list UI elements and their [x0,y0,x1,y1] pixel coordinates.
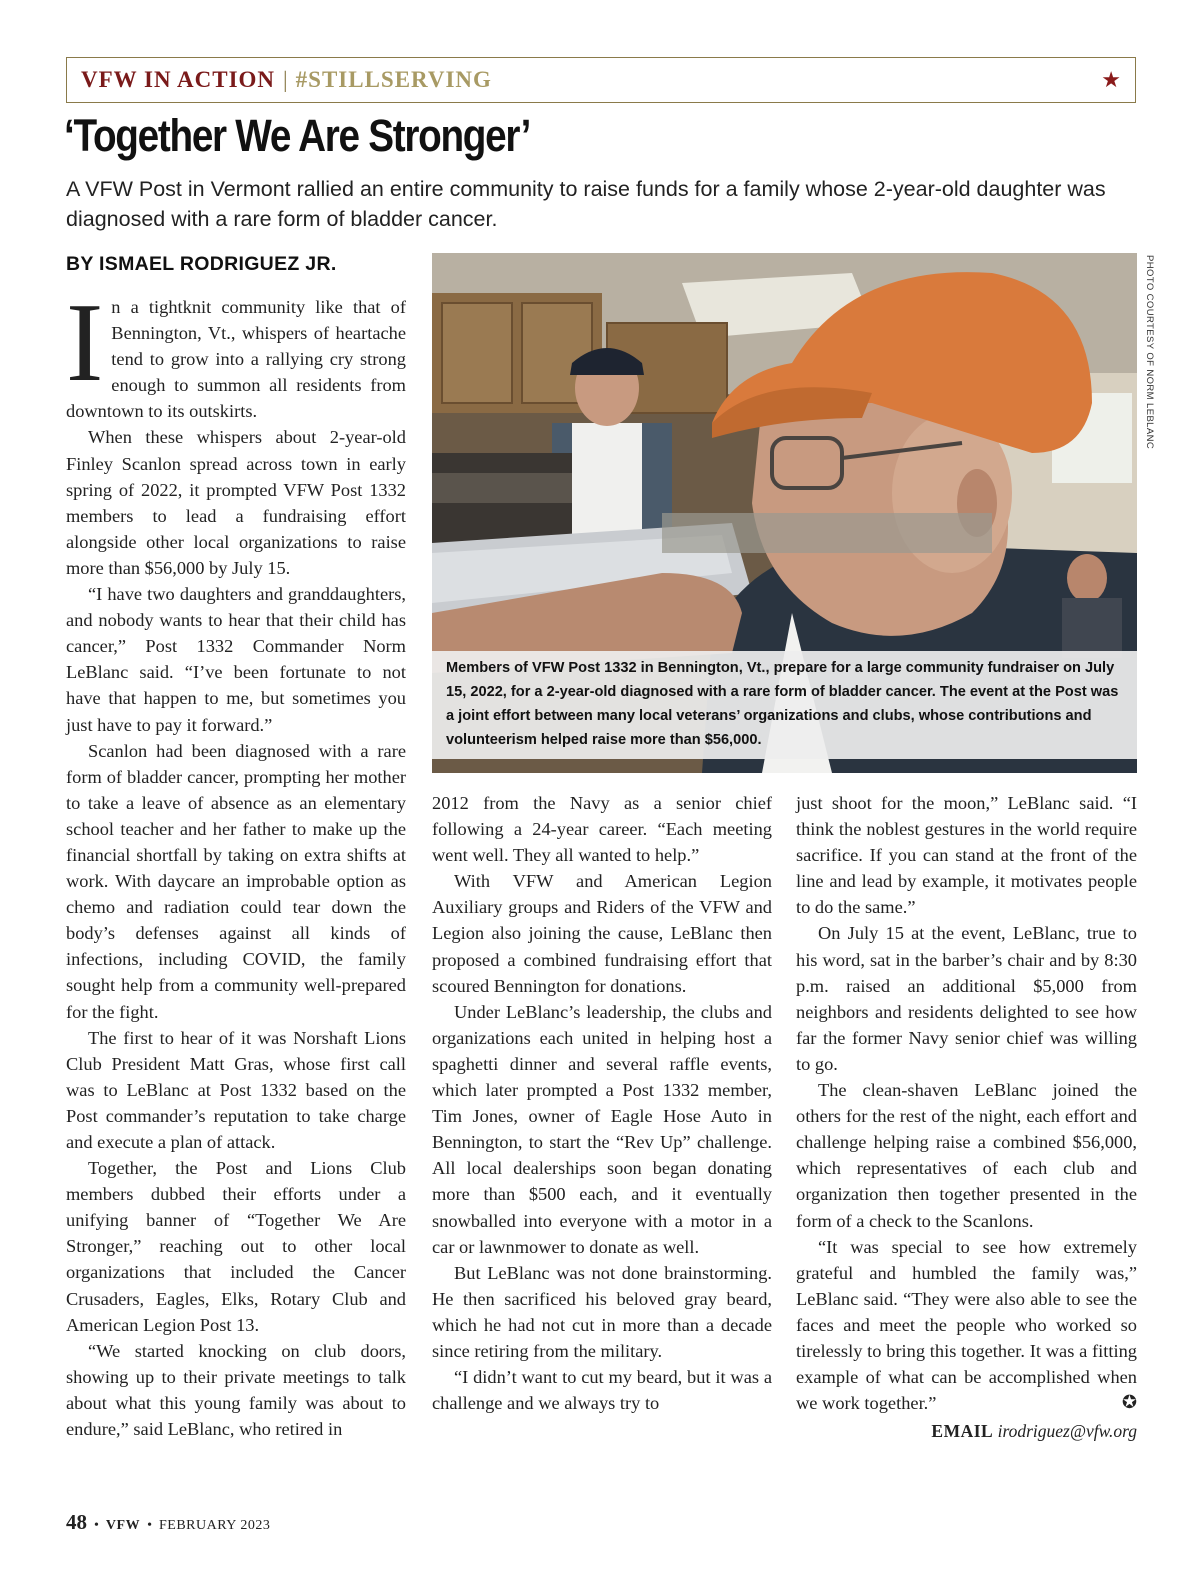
article-paragraph [796,1234,1137,1417]
paragraph-text: n a tightknit community like that of Bennington, Vt., whispers of heartache tend to grow into a rallying cry strong enough to summon all residents from downtown to its outskirts. [66,297,406,422]
article-paragraph: The first to hear of it was Norshaft Lions Club President Matt Gras, whose first call was to LeBlanc at Post 1332 based on the Post commander’s reputation to take charge and execute a plan of attack. [66,1027,406,1152]
section-header-bar [66,57,1136,103]
email-label: EMAIL [931,1421,994,1442]
photo-caption: Members of VFW Post 1332 in Bennington, Vt., prepare for a large community fundraiser on July 15, 2022, for a 2-year-old diagnosed with a rare form of bladder cancer. The event at the Post was a joint effort between many local veterans’ organizations and clubs, whose contributions and volunteerism helped raise more than $56,000. [446,660,1119,748]
photo-credit: PHOTO COURTESY OF NORM LEBLANC [1144,255,1155,450]
article-column-1 [66,281,406,1442]
article-column-2 [432,790,772,1416]
article-column-3 [796,790,1137,1444]
article-byline: BY ISMAEL RODRIGUEZ JR. [66,253,337,275]
article-paragraph: “We started knocking on club doors, showing up to their private meetings to talk about what this young family was about to endure,” said LeBlanc, who retired in [66,1340,406,1440]
article-paragraph [66,281,406,424]
author-email-line [796,1418,1137,1444]
article-paragraph: “I have two daughters and granddaughters, and nobody wants to hear that their child has cancer,” Post 1332 Commander Norm LeBlanc said. “I’ve been fortunate to not have that happen to me, but sometimes you just have to pay it forward.” [66,584,406,735]
issue-date: FEBRUARY 2023 [158,1518,271,1533]
end-mark-icon: ✪ [1121,1392,1137,1414]
footer-bullet: • [94,1518,99,1533]
section-hashtag: #STILLSERVING [295,67,492,92]
article-paragraph: Under LeBlanc’s leadership, the clubs and organizations each united in helping host a spaghetti dinner and several raffle events, which later prompted a Post 1332 member, Tim Jones, owner of Eagle Hose Auto in Bennington, to start the “Rev Up” challenge. All local dealerships soon began donating more than $500 each, and it eventually snowballed into everyone with a motor in a car or lawnmower to donate as well. [432,1001,772,1257]
star-icon: ★ [1101,67,1121,92]
page-number: 48 [66,1510,87,1534]
article-paragraph: 2012 from the Navy as a senior chief following a 24-year career. “Each meeting went well. They all wanted to help.” [432,793,772,866]
publication-name: VFW [105,1518,141,1533]
section-name: VFW IN ACTION [81,67,276,92]
article-paragraph: Scanlon had been diagnosed with a rare form of bladder cancer, prompting her mother to take a leave of absence as an elementary school teacher and her father to make up the financial shortfall by taking on extra shifts at work. With daycare an improbable option as chemo and radiation could tear down the body’s defenses against all kinds of infections, including COVID, the family sought help from a community well-prepared for the fight. [66,740,406,1022]
article-paragraph: When these whispers about 2-year-old Finley Scanlon spread across town in early spring of 2022, it prompted VFW Post 1332 members to lead a fundraising effort alongside other local organizations to raise more than $56,000 by July 15. [66,427,406,578]
article-paragraph: just shoot for the moon,” LeBlanc said. “I think the noblest gestures in the world require sacrifice. If you can stand at the front of the line and lead by example, it motivates people to do the same.” [796,793,1137,918]
article-title: ‘Together We Are Stronger’ [64,110,531,161]
article-paragraph: The clean-shaven LeBlanc joined the others for the rest of the night, each effort and challenge helping raise a combined $56,000, which representatives of each club and organization then together presented in the form of a check to the Scanlons. [796,1080,1137,1231]
photo-caption-box [432,651,1137,759]
article-paragraph: On July 15 at the event, LeBlanc, true to his word, sat in the barber’s chair and by 8:30 p.m. raised an additional $5,000 from neighbors and residents delighted to see how far the former Navy senior chief was willing to go. [796,923,1137,1074]
article-paragraph: “I didn’t want to cut my beard, but it was a challenge and we always try to [432,1367,772,1414]
page-footer [66,1510,270,1535]
article-dek: A VFW Post in Vermont rallied an entire community to raise funds for a family whose 2-year-old daughter was diagnosed with a rare form of bladder cancer. [66,177,1106,231]
article-paragraph: With VFW and American Legion Auxiliary groups and Riders of the VFW and Legion also joining the cause, LeBlanc then proposed a combined fundraising effort that scoured Bennington for donations. [432,871,772,996]
footer-bullet: • [147,1518,152,1533]
drop-cap: I [66,281,104,405]
paragraph-text: “It was special to see how extremely grateful and humbled the family was,” LeBlanc said. “They were also able to see the faces and meet the people who worked so tirelessly to bring this together. It was a fitting example of what can be accomplished when we work together.” [796,1236,1137,1414]
section-separator: | [283,67,288,92]
article-paragraph: But LeBlanc was not done brainstorming. He then sacrificed his beloved gray beard, which he had not cut in more than a decade since retiring from the military. [432,1262,772,1361]
author-email-link[interactable]: irodriguez@vfw.org [997,1421,1137,1442]
article-photo [432,253,1137,773]
article-paragraph: Together, the Post and Lions Club members dubbed their efforts under a unifying banner of “Together We Are Stronger,” reaching out to other local organizations that included the Cancer Crusaders, Eagles, Elks, Rotary Club and American Legion Post 13. [66,1158,406,1335]
